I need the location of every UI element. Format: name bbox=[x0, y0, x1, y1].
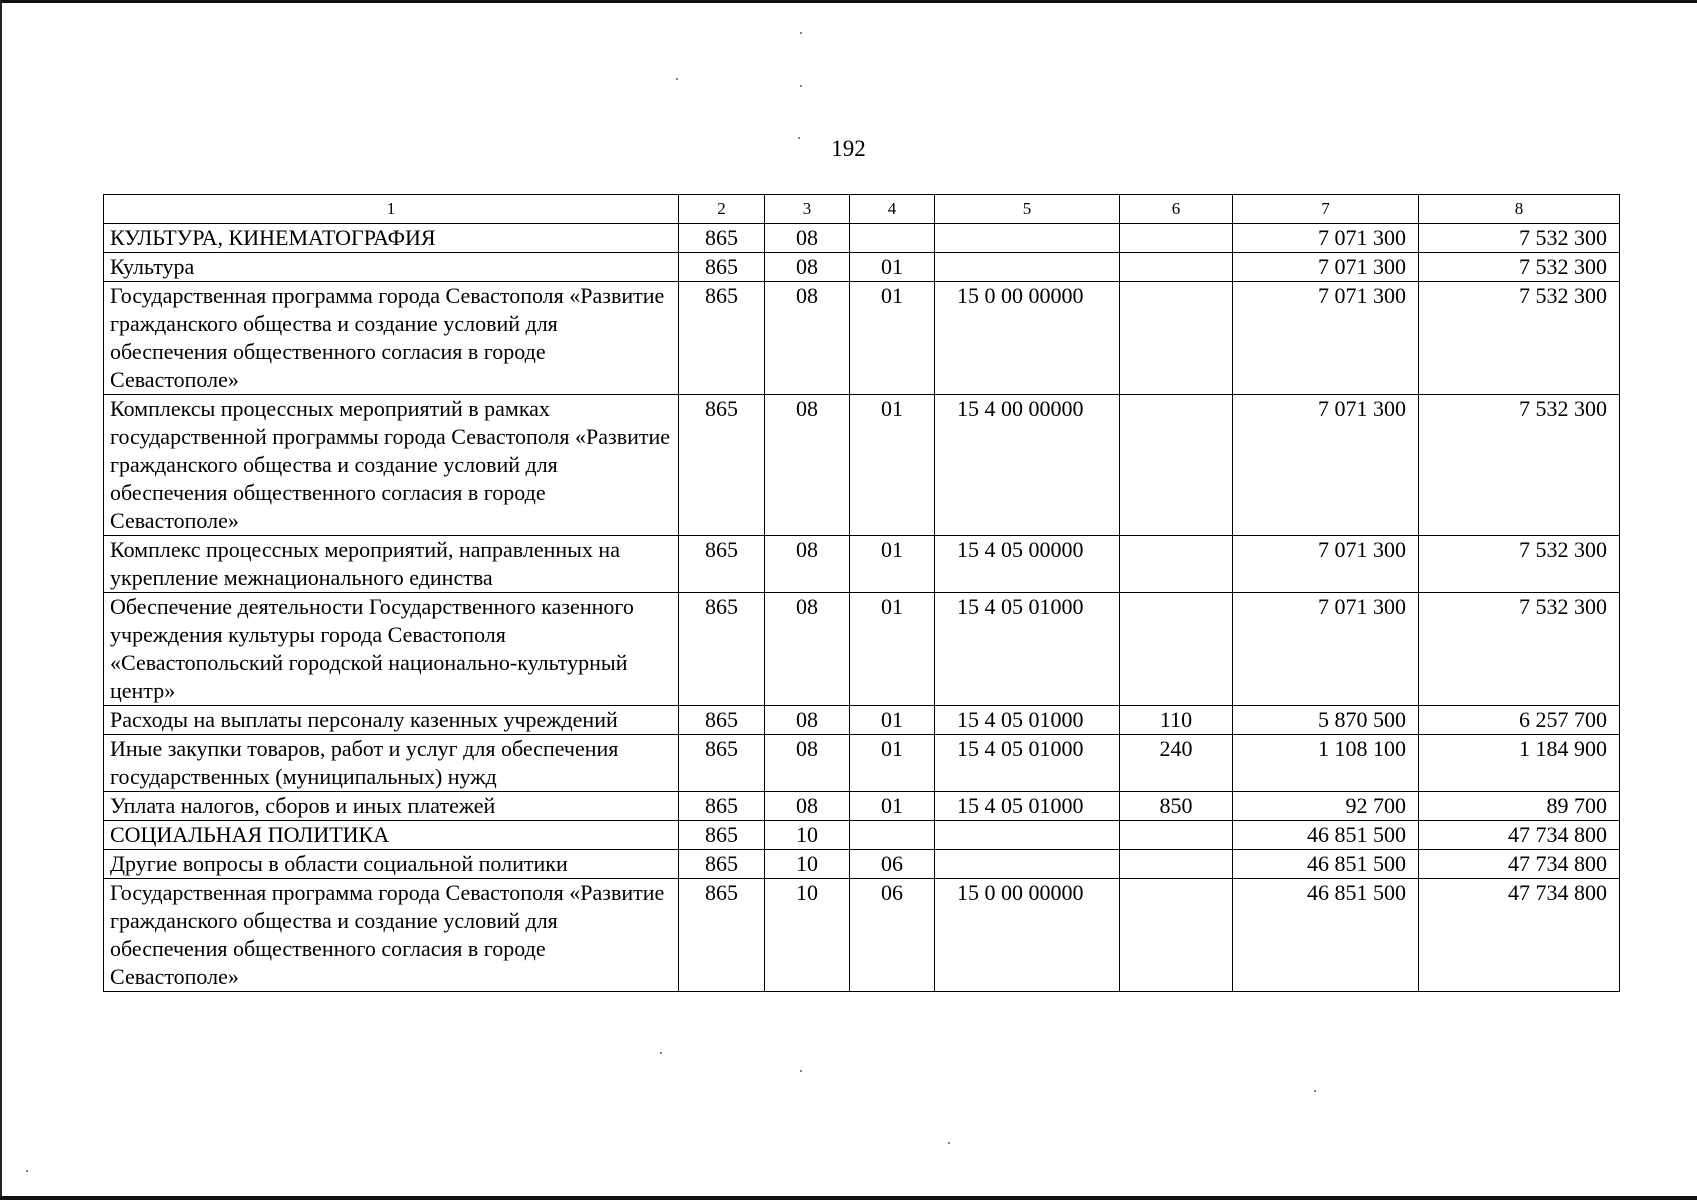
table-header-row bbox=[104, 195, 1620, 224]
grbs-code-cell: 865 bbox=[679, 879, 765, 992]
amount-year-1-cell: 7 071 300 bbox=[1233, 536, 1419, 593]
target-article-cell: 15 0 00 00000 bbox=[935, 879, 1120, 992]
scan-speck bbox=[26, 1170, 28, 1172]
page-border-bottom bbox=[0, 1196, 1697, 1200]
amount-year-2-cell: 47 734 800 bbox=[1419, 850, 1620, 879]
expense-type-cell bbox=[1120, 593, 1233, 706]
page-border-top bbox=[0, 0, 1697, 3]
section-code-cell: 08 bbox=[765, 395, 850, 536]
subsection-code-cell: 01 bbox=[850, 735, 935, 792]
subsection-code-cell: 01 bbox=[850, 593, 935, 706]
expense-type-cell: 850 bbox=[1120, 792, 1233, 821]
table-row bbox=[104, 706, 1620, 735]
grbs-code-cell: 865 bbox=[679, 536, 765, 593]
amount-year-1-cell: 7 071 300 bbox=[1233, 224, 1419, 253]
amount-year-1-cell: 46 851 500 bbox=[1233, 850, 1419, 879]
amount-year-2-cell: 7 532 300 bbox=[1419, 282, 1620, 395]
amount-year-2-cell: 7 532 300 bbox=[1419, 593, 1620, 706]
grbs-code-cell: 865 bbox=[679, 850, 765, 879]
item-name-cell: Комплекс процессных мероприятий, направленных на укрепление межнационального единства bbox=[104, 536, 679, 593]
amount-year-2-cell: 6 257 700 bbox=[1419, 706, 1620, 735]
column-number-header: 7 bbox=[1233, 195, 1419, 224]
scan-speck bbox=[948, 1142, 950, 1144]
table-row bbox=[104, 282, 1620, 395]
page-border-left bbox=[0, 0, 2, 1200]
target-article-cell bbox=[935, 850, 1120, 879]
amount-year-1-cell: 7 071 300 bbox=[1233, 282, 1419, 395]
column-number-header: 8 bbox=[1419, 195, 1620, 224]
section-code-cell: 08 bbox=[765, 282, 850, 395]
subsection-code-cell: 01 bbox=[850, 792, 935, 821]
expense-type-cell bbox=[1120, 536, 1233, 593]
subsection-code-cell: 01 bbox=[850, 253, 935, 282]
scan-speck bbox=[800, 1070, 802, 1072]
budget-table bbox=[103, 194, 1620, 992]
table-row bbox=[104, 879, 1620, 992]
subsection-code-cell: 06 bbox=[850, 850, 935, 879]
grbs-code-cell: 865 bbox=[679, 821, 765, 850]
amount-year-1-cell: 7 071 300 bbox=[1233, 593, 1419, 706]
amount-year-2-cell: 7 532 300 bbox=[1419, 395, 1620, 536]
amount-year-2-cell: 7 532 300 bbox=[1419, 253, 1620, 282]
scan-speck bbox=[660, 1052, 662, 1054]
item-name-cell: Государственная программа города Севастополя «Развитие гражданского общества и создание условий для обеспечения общественного согласия в городе Севастополе» bbox=[104, 282, 679, 395]
section-code-cell: 08 bbox=[765, 706, 850, 735]
item-name-cell: Культура bbox=[104, 253, 679, 282]
scan-speck bbox=[676, 78, 678, 80]
item-name-cell: Уплата налогов, сборов и иных платежей bbox=[104, 792, 679, 821]
item-name-cell: СОЦИАЛЬНАЯ ПОЛИТИКА bbox=[104, 821, 679, 850]
column-number-header: 1 bbox=[104, 195, 679, 224]
target-article-cell: 15 4 05 00000 bbox=[935, 536, 1120, 593]
amount-year-2-cell: 47 734 800 bbox=[1419, 821, 1620, 850]
item-name-cell: Комплексы процессных мероприятий в рамках государственной программы города Севастополя «Развитие гражданского общества и создание условий для обеспечения общественного согласия в городе Севастополе» bbox=[104, 395, 679, 536]
section-code-cell: 10 bbox=[765, 821, 850, 850]
amount-year-2-cell: 1 184 900 bbox=[1419, 735, 1620, 792]
amount-year-2-cell: 7 532 300 bbox=[1419, 536, 1620, 593]
table-row bbox=[104, 735, 1620, 792]
amount-year-2-cell: 47 734 800 bbox=[1419, 879, 1620, 992]
subsection-code-cell bbox=[850, 821, 935, 850]
target-article-cell bbox=[935, 253, 1120, 282]
item-name-cell: КУЛЬТУРА, КИНЕМАТОГРАФИЯ bbox=[104, 224, 679, 253]
subsection-code-cell: 01 bbox=[850, 282, 935, 395]
target-article-cell: 15 4 05 01000 bbox=[935, 792, 1120, 821]
section-code-cell: 08 bbox=[765, 253, 850, 282]
table-row bbox=[104, 792, 1620, 821]
item-name-cell: Государственная программа города Севастополя «Развитие гражданского общества и создание условий для обеспечения общественного согласия в городе Севастополе» bbox=[104, 879, 679, 992]
scan-speck bbox=[1314, 1090, 1316, 1092]
amount-year-2-cell: 7 532 300 bbox=[1419, 224, 1620, 253]
amount-year-1-cell: 46 851 500 bbox=[1233, 879, 1419, 992]
section-code-cell: 10 bbox=[765, 879, 850, 992]
grbs-code-cell: 865 bbox=[679, 253, 765, 282]
scan-speck bbox=[800, 32, 802, 34]
target-article-cell bbox=[935, 821, 1120, 850]
table-row bbox=[104, 395, 1620, 536]
target-article-cell: 15 4 05 01000 bbox=[935, 735, 1120, 792]
subsection-code-cell: 01 bbox=[850, 395, 935, 536]
subsection-code-cell bbox=[850, 224, 935, 253]
target-article-cell: 15 4 05 01000 bbox=[935, 593, 1120, 706]
table-row bbox=[104, 593, 1620, 706]
expense-type-cell bbox=[1120, 395, 1233, 536]
amount-year-1-cell: 7 071 300 bbox=[1233, 395, 1419, 536]
expense-type-cell: 110 bbox=[1120, 706, 1233, 735]
subsection-code-cell: 01 bbox=[850, 536, 935, 593]
grbs-code-cell: 865 bbox=[679, 395, 765, 536]
expense-type-cell bbox=[1120, 821, 1233, 850]
amount-year-1-cell: 5 870 500 bbox=[1233, 706, 1419, 735]
grbs-code-cell: 865 bbox=[679, 224, 765, 253]
grbs-code-cell: 865 bbox=[679, 706, 765, 735]
section-code-cell: 08 bbox=[765, 224, 850, 253]
target-article-cell: 15 4 00 00000 bbox=[935, 395, 1120, 536]
table-row bbox=[104, 253, 1620, 282]
subsection-code-cell: 01 bbox=[850, 706, 935, 735]
expense-type-cell bbox=[1120, 253, 1233, 282]
amount-year-1-cell: 1 108 100 bbox=[1233, 735, 1419, 792]
column-number-header: 3 bbox=[765, 195, 850, 224]
section-code-cell: 08 bbox=[765, 735, 850, 792]
target-article-cell: 15 4 05 01000 bbox=[935, 706, 1120, 735]
page-number: 192 bbox=[831, 136, 866, 161]
column-number-header: 5 bbox=[935, 195, 1120, 224]
grbs-code-cell: 865 bbox=[679, 282, 765, 395]
amount-year-1-cell: 46 851 500 bbox=[1233, 821, 1419, 850]
item-name-cell: Обеспечение деятельности Государственного казенного учреждения культуры города Севастополя «Севастопольский городской национально-культурный центр» bbox=[104, 593, 679, 706]
grbs-code-cell: 865 bbox=[679, 593, 765, 706]
expense-type-cell: 240 bbox=[1120, 735, 1233, 792]
section-code-cell: 08 bbox=[765, 593, 850, 706]
target-article-cell bbox=[935, 224, 1120, 253]
column-number-header: 4 bbox=[850, 195, 935, 224]
expense-type-cell bbox=[1120, 224, 1233, 253]
expense-type-cell bbox=[1120, 850, 1233, 879]
table-row bbox=[104, 850, 1620, 879]
scan-speck bbox=[800, 85, 802, 87]
amount-year-2-cell: 89 700 bbox=[1419, 792, 1620, 821]
item-name-cell: Другие вопросы в области социальной политики bbox=[104, 850, 679, 879]
column-number-header: 2 bbox=[679, 195, 765, 224]
expense-type-cell bbox=[1120, 879, 1233, 992]
item-name-cell: Расходы на выплаты персоналу казенных учреждений bbox=[104, 706, 679, 735]
table-row bbox=[104, 821, 1620, 850]
target-article-cell: 15 0 00 00000 bbox=[935, 282, 1120, 395]
section-code-cell: 08 bbox=[765, 536, 850, 593]
grbs-code-cell: 865 bbox=[679, 735, 765, 792]
grbs-code-cell: 865 bbox=[679, 792, 765, 821]
amount-year-1-cell: 92 700 bbox=[1233, 792, 1419, 821]
section-code-cell: 08 bbox=[765, 792, 850, 821]
column-number-header: 6 bbox=[1120, 195, 1233, 224]
section-code-cell: 10 bbox=[765, 850, 850, 879]
subsection-code-cell: 06 bbox=[850, 879, 935, 992]
item-name-cell: Иные закупки товаров, работ и услуг для обеспечения государственных (муниципальных) нужд bbox=[104, 735, 679, 792]
table-row bbox=[104, 536, 1620, 593]
expense-type-cell bbox=[1120, 282, 1233, 395]
amount-year-1-cell: 7 071 300 bbox=[1233, 253, 1419, 282]
table-row bbox=[104, 224, 1620, 253]
